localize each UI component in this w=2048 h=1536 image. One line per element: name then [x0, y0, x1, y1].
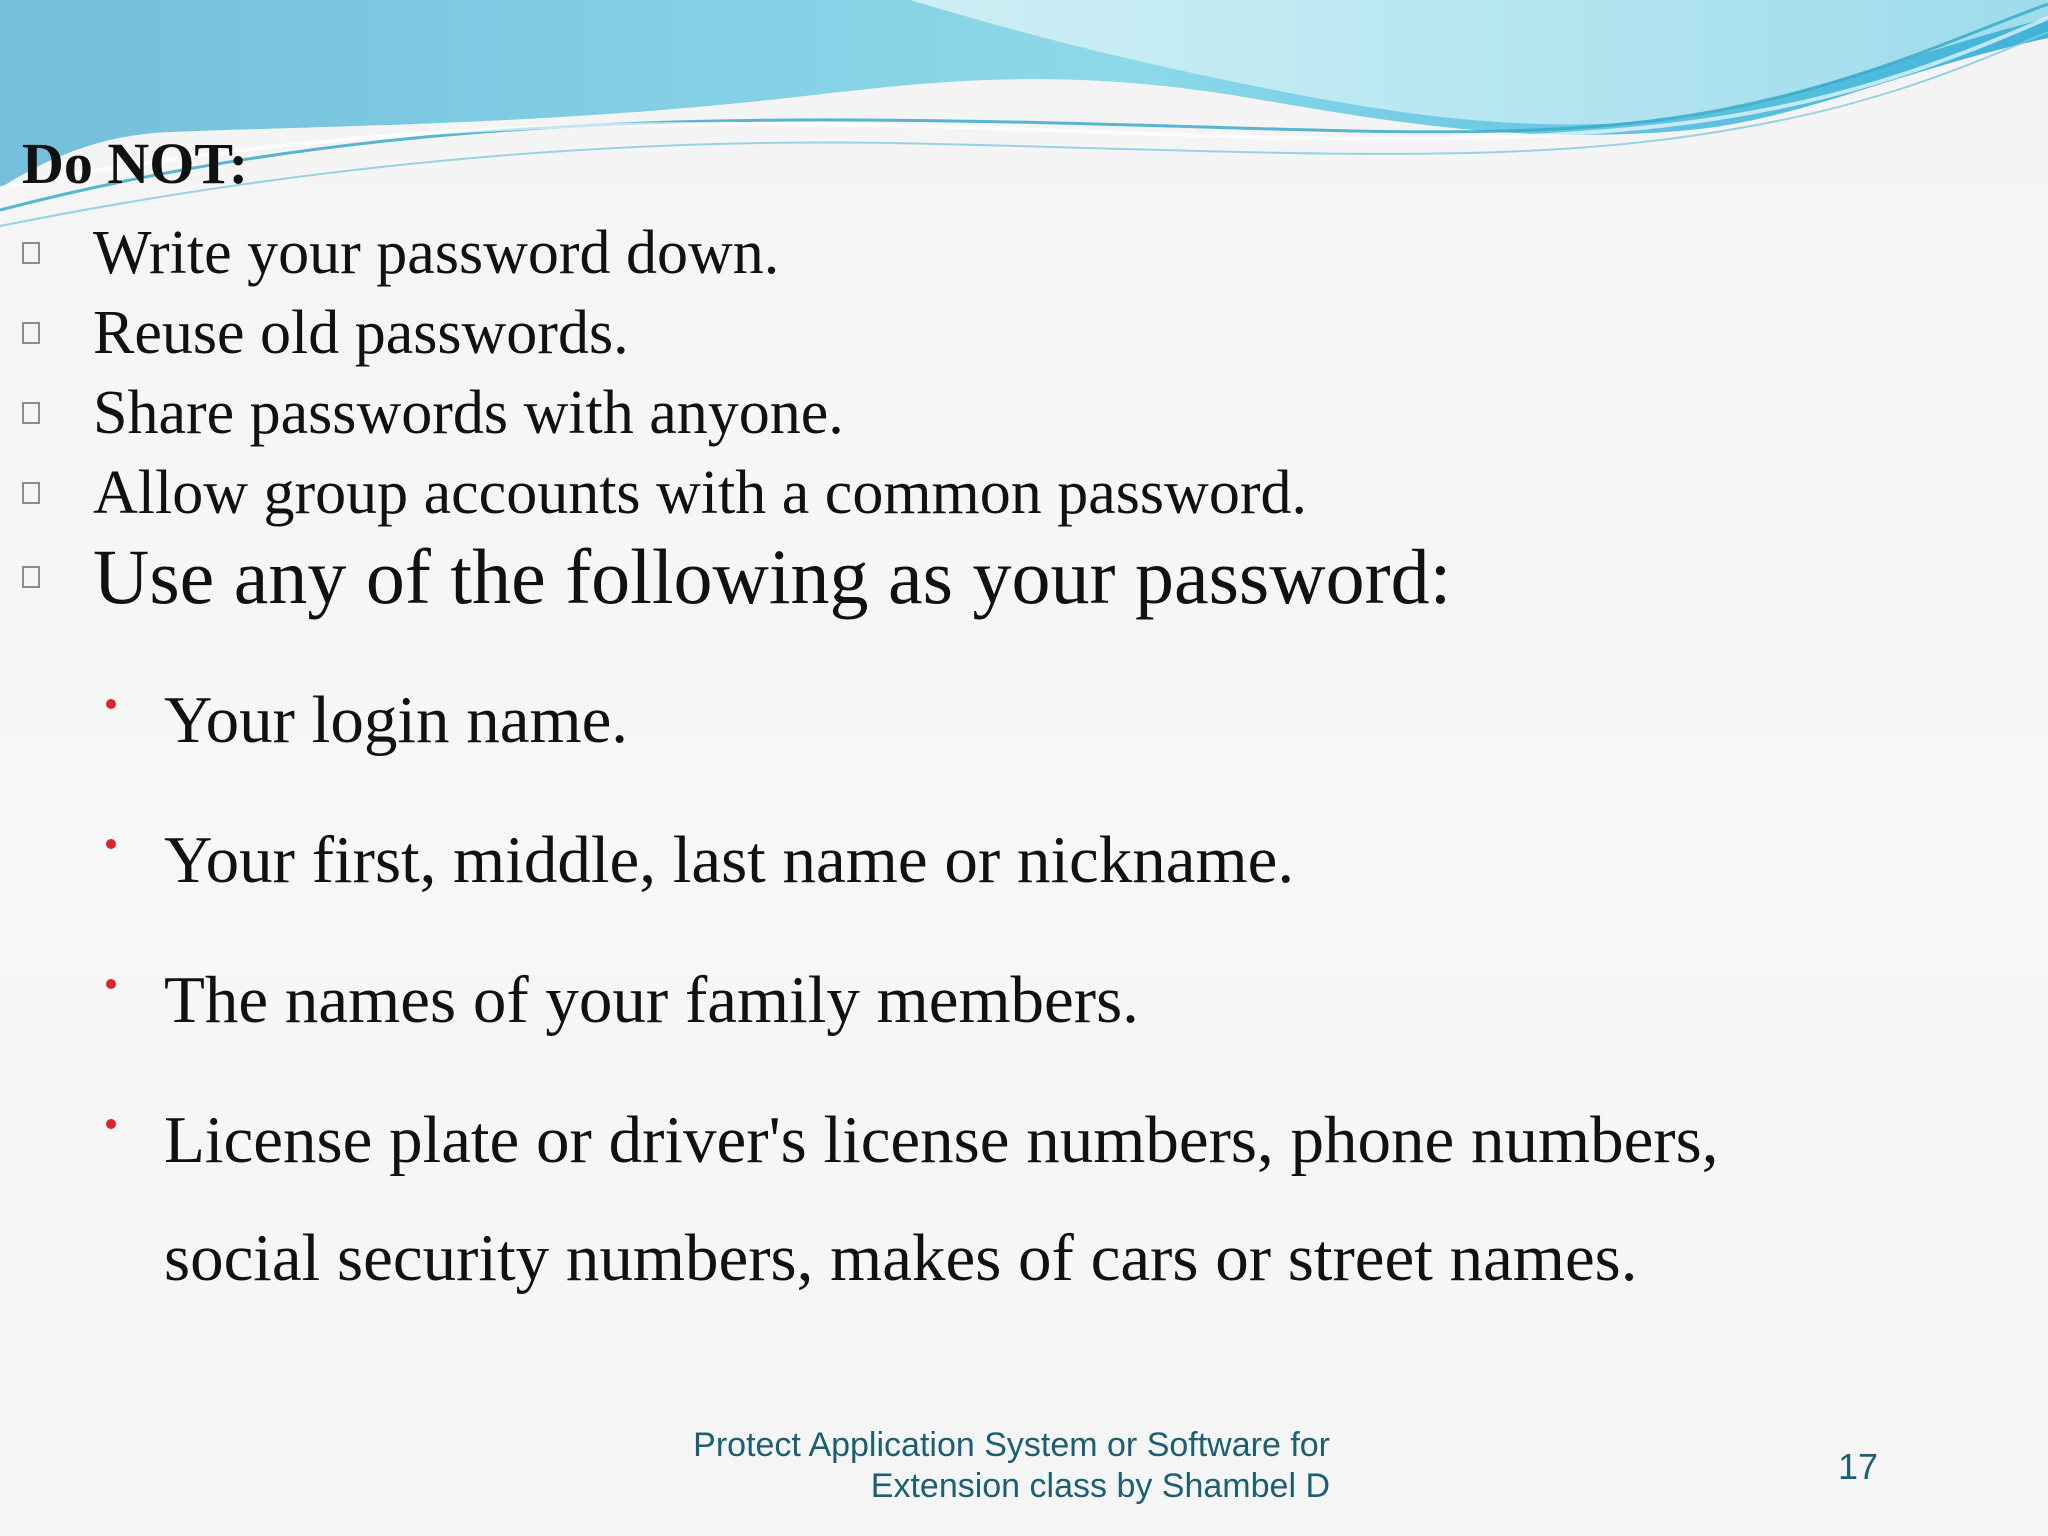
list-item — [22, 459, 1307, 527]
sub-list-item-text: License plate or driver's license numbers, phone numbers, social security numbers, makes of cars or street names. — [164, 1103, 1719, 1295]
sub-list-item — [106, 802, 1294, 920]
sub-list-item — [106, 662, 628, 780]
list-item-text: Allow group accounts with a common password. — [93, 459, 1307, 527]
sub-list-item-text: The names of your family members. — [164, 963, 1139, 1037]
slide-heading: Do NOT: — [22, 131, 249, 196]
empty-square-icon — [22, 322, 40, 344]
page-number: 17 — [1838, 1446, 1879, 1487]
sub-list-item — [106, 942, 1139, 1060]
red-dot-icon — [106, 1119, 116, 1129]
footer-line: Protect Application System or Software for — [693, 1426, 1330, 1464]
list-item-text: Write your password down. — [93, 219, 780, 287]
empty-square-icon — [22, 482, 40, 504]
list-item-text: Use any of the following as your password: — [93, 533, 1452, 620]
list-item-main — [22, 533, 1452, 620]
empty-square-icon — [22, 402, 40, 424]
slide-footer — [630, 1425, 1330, 1507]
footer-line: Extension class by Shambel D — [870, 1466, 1330, 1505]
red-dot-icon — [106, 979, 116, 989]
red-dot-icon — [106, 699, 116, 709]
list-item — [22, 219, 780, 287]
sub-list-item-text: Your first, middle, last name or nickname. — [164, 823, 1295, 897]
list-item-text: Share passwords with anyone. — [93, 379, 844, 447]
empty-square-icon — [22, 566, 40, 588]
sub-list-item — [106, 1082, 1718, 1318]
list-item — [22, 299, 629, 367]
sub-list-item-text: Your login name. — [164, 683, 629, 757]
red-dot-icon — [106, 839, 116, 849]
list-item — [22, 379, 844, 447]
list-item-text: Reuse old passwords. — [93, 299, 629, 367]
empty-square-icon — [22, 242, 40, 264]
